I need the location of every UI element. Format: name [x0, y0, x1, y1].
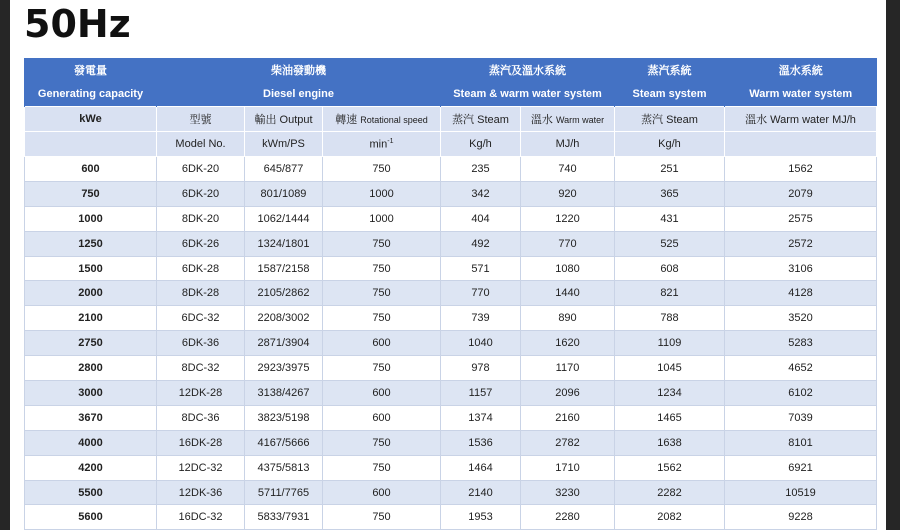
- table-cell: 770: [521, 231, 615, 256]
- table-cell: 600: [323, 331, 441, 356]
- table-cell: 1000: [25, 206, 157, 231]
- table-row: [25, 405, 877, 430]
- table-cell: 6102: [725, 381, 877, 406]
- table-cell: 6921: [725, 455, 877, 480]
- table-cell: 2160: [521, 405, 615, 430]
- group-steam-cn: 蒸汽系統: [615, 58, 725, 82]
- table-cell: 3670: [25, 405, 157, 430]
- table-cell: 6DK-36: [157, 331, 245, 356]
- table-cell: 6DK-20: [157, 157, 245, 182]
- table-cell: 6DK-26: [157, 231, 245, 256]
- table-cell: 750: [25, 181, 157, 206]
- table-cell: 8DK-20: [157, 206, 245, 231]
- table-cell: 1157: [441, 381, 521, 406]
- table-cell: 2871/3904: [245, 331, 323, 356]
- table-cell: 8DC-36: [157, 405, 245, 430]
- table-cell: 4128: [725, 281, 877, 306]
- subheader-warm: 溫水 Warm water: [521, 107, 615, 132]
- subheader-speed-unit: $\min^{-1}$: [323, 132, 441, 157]
- table-cell: 4652: [725, 356, 877, 381]
- table-cell: 3230: [521, 480, 615, 505]
- table-cell: 1638: [615, 430, 725, 455]
- table-cell: 5833/7931: [245, 505, 323, 530]
- table-cell: 492: [441, 231, 521, 256]
- table-cell: 2096: [521, 381, 615, 406]
- table-cell: 1500: [25, 256, 157, 281]
- table-cell: 3520: [725, 306, 877, 331]
- subheader-steam2: 蒸汽 Steam: [615, 107, 725, 132]
- table-cell: 2282: [615, 480, 725, 505]
- table-cell: 1170: [521, 356, 615, 381]
- subheader-warm-unit: MJ/h: [521, 132, 615, 157]
- table-cell: 2208/3002: [245, 306, 323, 331]
- table-row: [25, 480, 877, 505]
- table-cell: 750: [323, 430, 441, 455]
- table-cell: 750: [323, 505, 441, 530]
- table-cell: 5711/7765: [245, 480, 323, 505]
- subheader-steam-unit: Kg/h: [441, 132, 521, 157]
- table-cell: 1374: [441, 405, 521, 430]
- table-cell: 600: [25, 157, 157, 182]
- table-row: [25, 157, 877, 182]
- page-heading: 50Hz: [24, 2, 131, 46]
- table-cell: 4000: [25, 430, 157, 455]
- subheader-output: 輸出 Output: [245, 107, 323, 132]
- table-cell: 2280: [521, 505, 615, 530]
- table-cell: 1562: [725, 157, 877, 182]
- subheader-speed: 轉速 Rotational speed: [323, 107, 441, 132]
- subheader-row-1: [25, 107, 877, 132]
- table-cell: 740: [521, 157, 615, 182]
- table-cell: 525: [615, 231, 725, 256]
- table-cell: 2572: [725, 231, 877, 256]
- table-cell: 571: [441, 256, 521, 281]
- table-cell: 2800: [25, 356, 157, 381]
- table-cell: 3106: [725, 256, 877, 281]
- table-row: [25, 430, 877, 455]
- table-row: [25, 231, 877, 256]
- table-cell: 750: [323, 281, 441, 306]
- group-engine-cn: 柴油發動機: [157, 58, 441, 82]
- table-cell: 750: [323, 157, 441, 182]
- subheader-warm2: 溫水 Warm water MJ/h: [725, 107, 877, 132]
- subheader-steam2-unit: Kg/h: [615, 132, 725, 157]
- group-steam-warm-en: Steam & warm water system: [441, 82, 615, 107]
- group-steam-warm-cn: 蒸汽及溫水系統: [441, 58, 615, 82]
- table-cell: 600: [323, 480, 441, 505]
- table-row: [25, 331, 877, 356]
- table-cell: 2100: [25, 306, 157, 331]
- table-cell: 821: [615, 281, 725, 306]
- subheader-kwe: kWe: [25, 107, 157, 132]
- table-cell: 750: [323, 231, 441, 256]
- table-cell: 10519: [725, 480, 877, 505]
- table-cell: 2000: [25, 281, 157, 306]
- table-cell: 5283: [725, 331, 877, 356]
- table-cell: 2575: [725, 206, 877, 231]
- table-cell: 750: [323, 455, 441, 480]
- table-cell: 8DK-28: [157, 281, 245, 306]
- table-cell: 2082: [615, 505, 725, 530]
- table-cell: 365: [615, 181, 725, 206]
- table-cell: 5500: [25, 480, 157, 505]
- table-cell: 2782: [521, 430, 615, 455]
- table-cell: 920: [521, 181, 615, 206]
- table-row: [25, 206, 877, 231]
- table-cell: 750: [323, 306, 441, 331]
- table-cell: 12DC-32: [157, 455, 245, 480]
- table-cell: 1710: [521, 455, 615, 480]
- table-cell: 978: [441, 356, 521, 381]
- subheader-output-unit: kWm/PS: [245, 132, 323, 157]
- table-cell: 1040: [441, 331, 521, 356]
- table-cell: 645/877: [245, 157, 323, 182]
- group-capacity-en: Generating capacity: [25, 82, 157, 107]
- table-cell: 235: [441, 157, 521, 182]
- table-cell: 600: [323, 381, 441, 406]
- table-cell: 1440: [521, 281, 615, 306]
- table-cell: 750: [323, 356, 441, 381]
- group-steam-en: Steam system: [615, 82, 725, 107]
- table-cell: 801/1089: [245, 181, 323, 206]
- table-cell: 1000: [323, 181, 441, 206]
- table-cell: 5600: [25, 505, 157, 530]
- spec-table: [24, 58, 877, 530]
- table-row: [25, 306, 877, 331]
- table-cell: 2750: [25, 331, 157, 356]
- subheader-model-cn: 型號: [157, 107, 245, 132]
- table-cell: 1324/1801: [245, 231, 323, 256]
- group-capacity-cn: 發電量: [25, 58, 157, 82]
- table-cell: 1464: [441, 455, 521, 480]
- table-cell: 1465: [615, 405, 725, 430]
- document-page: [10, 0, 886, 530]
- table-cell: 1250: [25, 231, 157, 256]
- table-cell: 3138/4267: [245, 381, 323, 406]
- table-cell: 6DK-28: [157, 256, 245, 281]
- table-cell: 16DC-32: [157, 505, 245, 530]
- table-cell: 750: [323, 256, 441, 281]
- table-cell: 6DC-32: [157, 306, 245, 331]
- table-cell: 12DK-28: [157, 381, 245, 406]
- table-cell: 404: [441, 206, 521, 231]
- table-cell: 1000: [323, 206, 441, 231]
- table-cell: 1045: [615, 356, 725, 381]
- table-cell: 342: [441, 181, 521, 206]
- group-header-cn-row: [25, 58, 877, 82]
- table-cell: 1620: [521, 331, 615, 356]
- table-cell: 608: [615, 256, 725, 281]
- table-cell: 2923/3975: [245, 356, 323, 381]
- table-cell: 1587/2158: [245, 256, 323, 281]
- table-cell: 788: [615, 306, 725, 331]
- table-cell: 890: [521, 306, 615, 331]
- table-cell: 2140: [441, 480, 521, 505]
- table-cell: 4167/5666: [245, 430, 323, 455]
- table-cell: 2079: [725, 181, 877, 206]
- table-cell: 8DC-32: [157, 356, 245, 381]
- table-cell: 1536: [441, 430, 521, 455]
- table-row: [25, 381, 877, 406]
- table-cell: 7039: [725, 405, 877, 430]
- table-row: [25, 356, 877, 381]
- subheader-model-en: Model No.: [157, 132, 245, 157]
- table-cell: 739: [441, 306, 521, 331]
- group-warm-en: Warm water system: [725, 82, 877, 107]
- table-cell: 3823/5198: [245, 405, 323, 430]
- table-row: [25, 256, 877, 281]
- data-rows: [25, 157, 877, 530]
- table-cell: 6DK-20: [157, 181, 245, 206]
- table-cell: 1234: [615, 381, 725, 406]
- group-engine-en: Diesel engine: [157, 82, 441, 107]
- table-cell: 12DK-36: [157, 480, 245, 505]
- table-row: [25, 181, 877, 206]
- table-cell: 2105/2862: [245, 281, 323, 306]
- group-header-en-row: [25, 82, 877, 107]
- subheader-row-2: [25, 132, 877, 157]
- table-cell: 770: [441, 281, 521, 306]
- table-cell: 8101: [725, 430, 877, 455]
- table-cell: 1953: [441, 505, 521, 530]
- table-cell: 16DK-28: [157, 430, 245, 455]
- table-cell: 1080: [521, 256, 615, 281]
- table-cell: 1062/1444: [245, 206, 323, 231]
- table-cell: 1109: [615, 331, 725, 356]
- table-cell: 1562: [615, 455, 725, 480]
- group-warm-cn: 溫水系統: [725, 58, 877, 82]
- table-cell: 251: [615, 157, 725, 182]
- table-cell: 4200: [25, 455, 157, 480]
- table-cell: 600: [323, 405, 441, 430]
- subheader-steam: 蒸汽 Steam: [441, 107, 521, 132]
- table-cell: 3000: [25, 381, 157, 406]
- table-cell: 1220: [521, 206, 615, 231]
- table-row: [25, 281, 877, 306]
- table-cell: 4375/5813: [245, 455, 323, 480]
- table-cell: 431: [615, 206, 725, 231]
- table-row: [25, 505, 877, 530]
- table-cell: 9228: [725, 505, 877, 530]
- table-row: [25, 455, 877, 480]
